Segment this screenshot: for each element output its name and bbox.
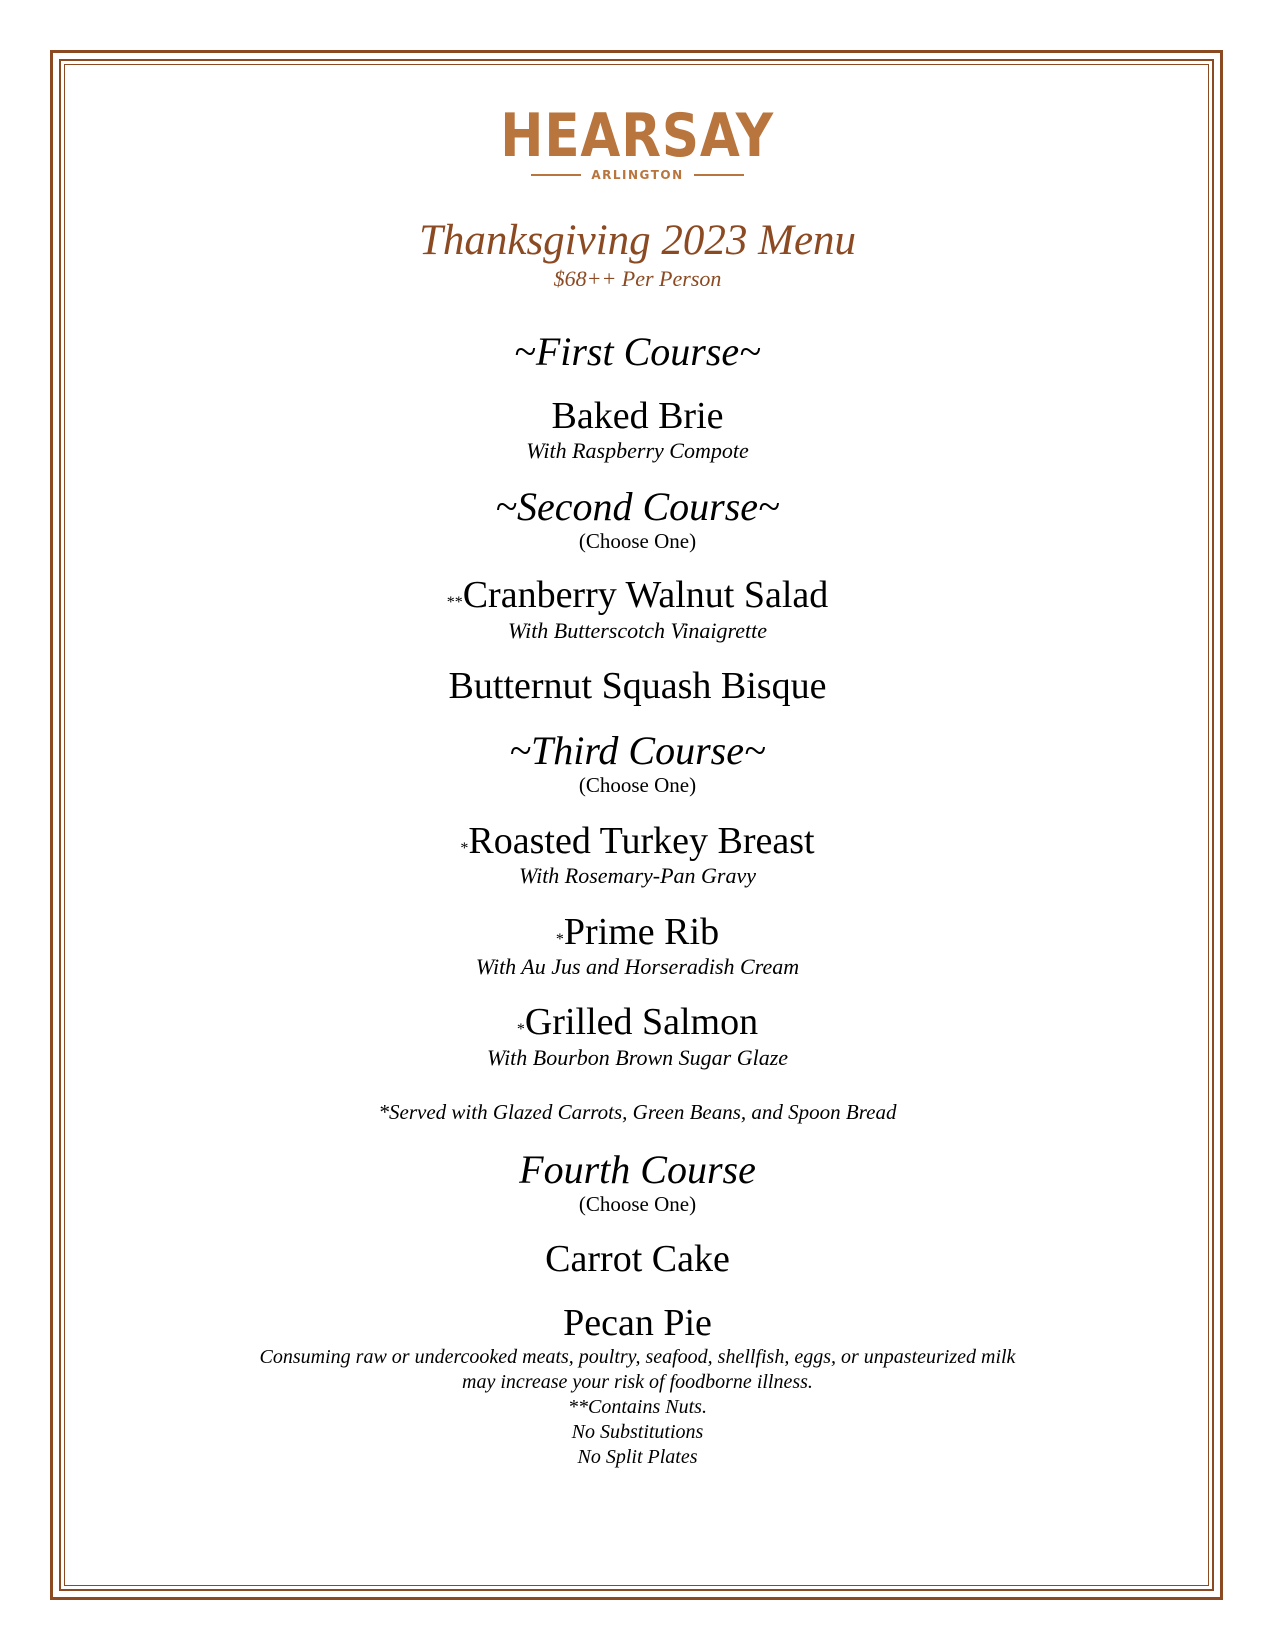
no-substitutions-note: No Substitutions <box>571 1421 704 1443</box>
served-with-note: *Served with Glazed Carrots, Green Beans, and Spoon Bread <box>378 1100 897 1124</box>
third-course-title: ~Third Course~ <box>509 728 766 773</box>
dish-name: Carrot Cake <box>545 1238 730 1280</box>
choose-note: (Choose One) <box>578 529 697 553</box>
choose-note: (Choose One) <box>578 1192 697 1216</box>
asterisk-marker: * <box>460 840 469 857</box>
fourth-course-title: Fourth Course <box>519 1147 756 1192</box>
dish-name: Butternut Squash Bisque <box>448 665 827 707</box>
dish-description: With Butterscotch Vinaigrette <box>507 618 768 643</box>
choose-note: (Choose One) <box>578 773 697 797</box>
no-split-plates-note: No Split Plates <box>577 1446 698 1468</box>
dish-name: **Cranberry Walnut Salad <box>446 574 829 616</box>
dish-description: With Rosemary-Pan Gravy <box>518 863 757 888</box>
contains-nuts-note: **Contains Nuts. <box>568 1396 707 1418</box>
first-course-title: ~First Course~ <box>514 329 761 374</box>
dish-name: Pecan Pie <box>563 1302 712 1344</box>
second-course-title: ~Second Course~ <box>495 484 780 529</box>
raw-food-warning: Consuming raw or undercooked meats, poultry, seafood, shellfish, eggs, or unpasteurized milk <box>259 1346 1016 1368</box>
dish-name: *Roasted Turkey Breast <box>460 820 815 862</box>
logo-city: ARLINGTON <box>591 168 684 182</box>
logo-name: HEARSAY <box>500 101 775 171</box>
asterisk-marker: * <box>516 1021 525 1038</box>
hearsay-logo <box>0 101 1275 182</box>
dish-description: With Au Jus and Horseradish Cream <box>475 954 800 979</box>
asterisk-marker: * <box>555 931 564 948</box>
dish-name: *Grilled Salmon <box>516 1001 759 1043</box>
raw-food-warning-cont: may increase your risk of foodborne illness. <box>462 1371 813 1393</box>
menu-title: Thanksgiving 2023 Menu <box>418 217 857 264</box>
dish-name: *Prime Rib <box>555 911 720 953</box>
dish-name: Baked Brie <box>551 395 724 437</box>
dish-description: With Bourbon Brown Sugar Glaze <box>486 1045 789 1070</box>
price: $68++ Per Person <box>553 266 722 291</box>
logo-rule-right <box>694 174 744 176</box>
nut-marker: ** <box>446 594 463 611</box>
dish-description: With Raspberry Compote <box>526 438 749 463</box>
logo-rule-left <box>531 174 581 176</box>
